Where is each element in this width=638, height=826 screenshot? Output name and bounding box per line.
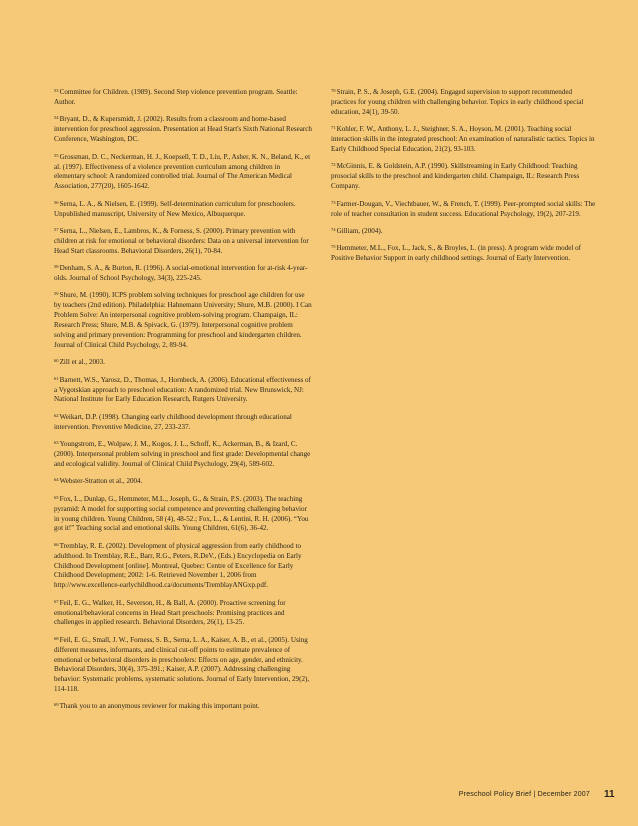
reference-70: $^{70}$Strain, P. S., & Joseph, G.E. (2004). Engaged supervision to support recommended practices for young children with challenging behavior. Topics in early childhood special education, 24(1), 39-50. [331, 88, 584, 116]
reference-61: $^{61}$Barnett, W.S., Yarosz, D., Thomas, J., Hornbeck, A. (2006). Educational effectiveness of a Vygotskian approach to preschool education: A randomized trial. New Brunswick, NJ: National Institute for Early Education Research, Rutgers University. [54, 375, 311, 404]
page-footer [0, 789, 638, 803]
reference-72: $^{72}$McGinnis, E. & Goldstein, A.P. (1990). Skillstreaming in Early Childhood: Teaching prosocial skills to the preschool and kindergarten child. Champaign, IL: Research Press Company. [331, 162, 580, 191]
reference-54: $^{54}$Bryant, D., & Kupersmidt, J. (2002). Results from a classroom and home-based intervention for preschool aggression. Presentation at Head Start's Sixth National Research Conference, Washington, DC. [54, 115, 312, 144]
reference-71: $^{71}$Kohler, F. W., Anthony, L. J., Steighner, S. A., Hoyson, M. (2001). Teaching social interaction skills in the integrated preschool: An examination of naturalistic tactics. Topics in Early Childhood Special Education, 21(2), 93-103. [331, 125, 595, 153]
reference-55: $^{55}$Grossman, D. C., Neckerman, H. J., Koepsell, T. D., Liu, P., Asher, K. N., Beland, K., et al. (1997). Effectiveness of a violence prevention curriculum among children in elementary school: A randomized controlled trial. Journal of The American Medical Association, 277(20), 1605-1642. [54, 152, 311, 191]
reference-74: $^{74}$Gilliam, (2004). [331, 226, 383, 236]
reference-66: $^{66}$Tremblay, R. E. (2002). Development of physical aggression from early childhood to adulthood. In Tremblay, R.E., Barr, R.G., Peters, R.DeV., (Eds.) Encyclopedia on Early Childhood Development [online]. Montreal, Quebec: Centre of Excellence for Early Childhood Development; 2002: 1-6. Retrieved November 1, 2006 from http://www.excellence-earlychildhood.ca/documents/TremblayANGxp.pdf. [54, 541, 302, 590]
reference-56: $^{56}$Serna, L. A., & Nielsen, E. (1999). Self-determination curriculum for preschoolers. Unpublished manuscript, University of New Mexico, Albuquerque. [54, 199, 296, 218]
reference-57: $^{57}$Serna, L., Nielsen, E., Lambros, K., & Forness, S. (2000). Primary prevention with children at risk for emotional or behavioral disorders: Data on a universal intervention for Head Start classrooms. Behavioral Disorders, 26(1), 70-84. [54, 226, 309, 255]
reference-58: $^{58}$Denham, S. A., & Burton, R. (1996). A social-emotional intervention for at-risk 4-year-olds. Journal of School Psychology, 34(3), 225-245. [54, 264, 308, 283]
reference-68: $^{68}$Feil, E. G., Small, J. W., Forness, S. B., Serna, L. A., Kaiser, A. B., et al., (2005). Using different measures, informants, and clinical cut-off points to estimate prevalence of emotional or behavioral disorders in preschoolers: Effects on age, gender, and ethnicity. Behavioral Disorders, 30(4), 375-391.; Kaiser, A.P. (2007). Addressing challenging behavior: Systematic problems, systematic solutions. Journal of Early Intervention, 29(2), 114-118. [54, 635, 310, 693]
references-column-right [331, 86, 599, 270]
reference-62: $^{62}$Weikart, D.P. (1998). Changing early childhood development through educational intervention. Preventive Medicine, 27, 233-237. [54, 412, 292, 431]
references-column-left [54, 86, 312, 718]
reference-67: $^{67}$Feil, E. G., Walker, H., Severson, H., & Ball, A. (2000). Proactive screening for emotional/behavioral concerns in Head Start preschools: Promising practices and challenges in applied research. Behavioral Disorders, 26(1), 13-25. [54, 598, 286, 627]
reference-65: $^{65}$Fox, L., Dunlap, G., Hemmeter, M.L., Joseph, G., & Strain, P.S. (2003). The teaching pyramid: A model for supporting social competence and preventing challenging behavior in young children. Young Children, 58 (4), 48-52.; Fox, L., & Lentini, R. H. (2006). “You got it!” Teaching social and emotional skills. Young Children, 61(6), 36-42. [54, 494, 309, 533]
reference-73: $^{73}$Farmer-Dougan, V., Viechtbauer, W., & French, T. (1999). Peer-prompted social skills: The role of teacher consultation in student success. Educational Psychology, 19(2), 207-219. [331, 199, 596, 218]
footer-publication: Preschool Policy Brief | December 2007 [458, 791, 590, 798]
page-number: 11 [604, 789, 615, 800]
reference-59: $^{59}$Shure, M. (1990). ICPS problem solving techniques for preschool age children for use by teachers (2nd edition). Philadelphia: Hahnemann University; Shure, M.B. (2000). I Can Problem Solve: An interpersonal cognitive problem-solving program. Champaign, IL: Research Press; Shure, M.B. & Spivack, G. (1979). Interpersonal cognitive problem solving and primary prevention: Programming for preschool and kindergarten children. Journal of Clinical Child Psychology, 2, 89-94. [54, 291, 312, 349]
reference-63: $^{63}$Youngstrom, E., Wolpaw, J. M., Kogos, J. L., Schoff, K., Ackerman, B., & Izard, C. (2000). Interpersonal problem solving in preschool and first grade: Developmental change and ecological validity. Journal of Clinical Child Psychology, 29(4), 589-602. [54, 440, 311, 468]
reference-69: $^{69}$Thank you to an anonymous reviewer for making this important point. [54, 702, 260, 711]
reference-53: $^{53}$Committee for Children. (1989). Second Step violence prevention program. Seattle: Author. [54, 88, 298, 106]
reference-75: $^{75}$Hemmeter, M.L., Fox, L., Jack, S., & Broyles, L. (in press). A program wide model of Positive Behavior Support in early childhood settings. Journal of Early Intervention. [331, 244, 582, 263]
reference-64: $^{64}$Webster-Stratton et al., 2004. [54, 477, 143, 486]
reference-60: $^{60}$Zill et al., 2003. [54, 358, 105, 367]
